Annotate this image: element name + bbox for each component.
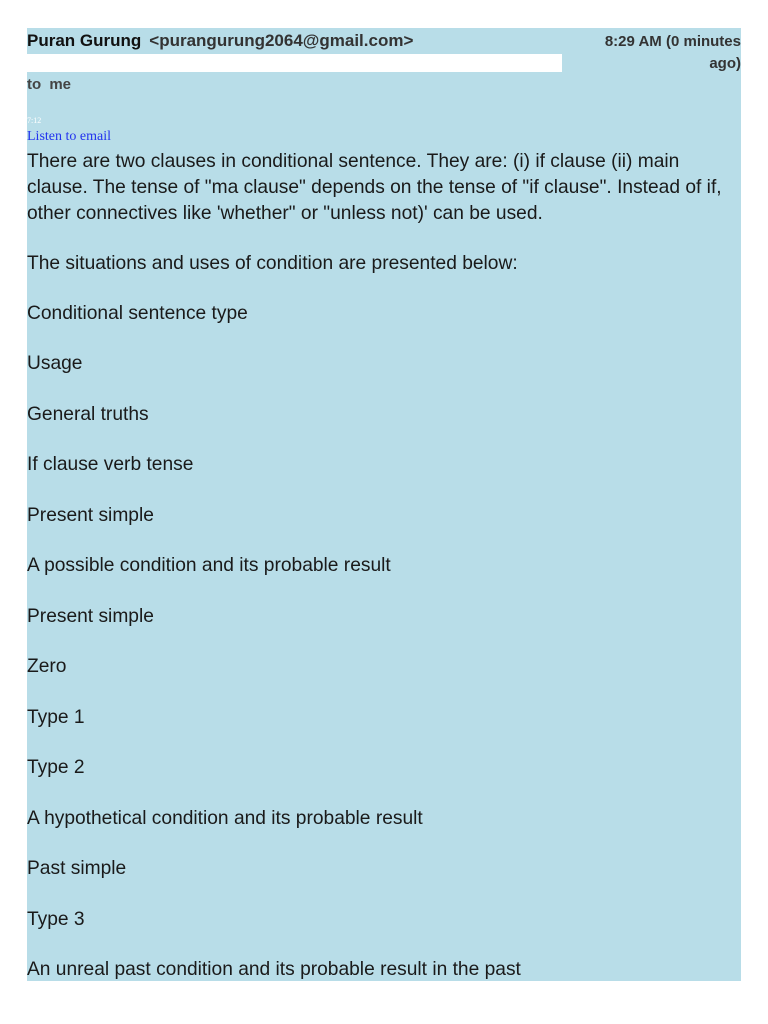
body-paragraph: Conditional sentence type [27, 303, 248, 324]
tiny-time: 7:12 [27, 116, 42, 125]
timestamp-line-1: 8:29 AM (0 minutes [604, 33, 741, 50]
sender-line [27, 31, 413, 51]
body-paragraph: Type 2 [27, 757, 85, 778]
email-timestamp [563, 31, 741, 75]
body-paragraph: Type 3 [27, 909, 85, 930]
body-paragraph: Usage [27, 353, 83, 374]
email-header [27, 28, 741, 72]
body-paragraph: Type 1 [27, 707, 85, 728]
sender-email[interactable]: <purangurung2064@gmail.com> [149, 31, 414, 50]
email-message [27, 28, 741, 981]
body-paragraph: General truths [27, 404, 149, 425]
body-paragraph: If clause verb tense [27, 454, 194, 475]
body-paragraph: A hypothetical condition and its probable result [27, 808, 423, 829]
recipient-line[interactable]: to me [27, 76, 72, 93]
sender-block [27, 28, 562, 72]
header-divider [27, 54, 562, 72]
body-paragraph: Past simple [27, 858, 127, 879]
email-intro-paragraph: There are two clauses in conditional sentence. They are: (i) if clause (ii) main clause. The tense of "ma clause" depends on the tense of "if clause". Instead of if, other connectives like 'whether" or "unless not)' can be used. [27, 151, 722, 224]
body-paragraph: Zero [27, 656, 67, 677]
listen-to-email-link[interactable]: Listen to email [27, 129, 111, 144]
body-paragraph: The situations and uses of condition are presented below: [27, 253, 518, 274]
body-paragraph: An unreal past condition and its probable result in the past [27, 959, 521, 980]
body-paragraph: A possible condition and its probable result [27, 555, 391, 576]
body-paragraph: Present simple [27, 505, 154, 526]
timestamp-line-2: ago) [709, 55, 741, 72]
body-paragraph: Present simple [27, 606, 154, 627]
sender-name[interactable]: Puran Gurung [27, 31, 142, 50]
